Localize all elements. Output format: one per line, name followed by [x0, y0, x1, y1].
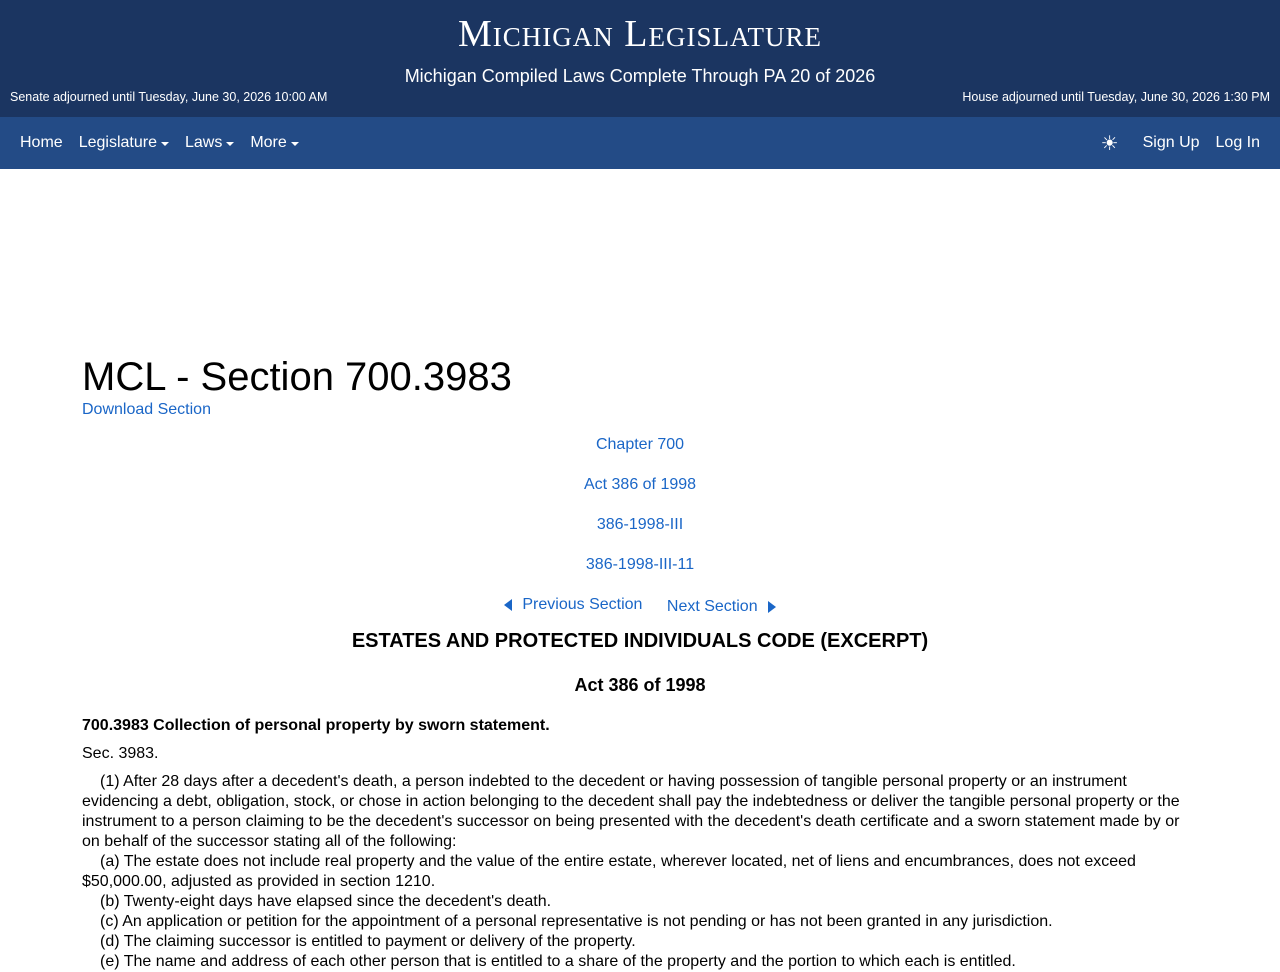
nav-left-group	[20, 117, 299, 169]
section-paragraph: (e) The name and address of each other person that is entitled to a share of the property and the portion to which each is entitled.	[100, 953, 1016, 970]
next-section-label: Next Section	[666, 598, 758, 615]
section-heading: 700.3983 Collection of personal property by sworn statement.	[82, 717, 550, 734]
previous-section-link[interactable]	[504, 595, 642, 615]
site-banner	[0, 0, 1280, 117]
section-navigation	[0, 595, 1280, 617]
breadcrumb-link[interactable]: Chapter 700	[595, 436, 685, 453]
triangle-left-icon	[504, 599, 512, 611]
nav-more-dropdown[interactable]	[250, 134, 298, 152]
sun-icon[interactable]: ☀	[1100, 133, 1119, 155]
breadcrumb-link[interactable]: 386-1998-III-11	[585, 556, 695, 573]
act-title: ESTATES AND PROTECTED INDIVIDUALS CODE (EXCERPT)	[351, 630, 929, 652]
caret-down-icon	[161, 142, 169, 146]
section-number: Sec. 3983.	[82, 745, 159, 762]
senate-status: Senate adjourned until Tuesday, June 30, 2026 10:00 AM	[10, 90, 328, 104]
site-title[interactable]: Michigan Legislature	[458, 13, 822, 55]
nav-right-group	[1101, 117, 1260, 169]
section-body	[82, 772, 1192, 972]
breadcrumb-article	[0, 515, 1280, 535]
house-status: House adjourned until Tuesday, June 30, 2026 1:30 PM	[962, 90, 1270, 104]
download-section-link[interactable]: Download Section	[82, 401, 211, 418]
section-paragraph: (c) An application or petition for the appointment of a personal representative is not pending or has not been granted in any jurisdiction.	[100, 913, 1053, 930]
section-paragraph: (b) Twenty-eight days have elapsed since the decedent's death.	[100, 893, 552, 910]
page-title: MCL - Section 700.3983	[82, 355, 512, 399]
breadcrumb-chapter	[0, 435, 1280, 455]
site-subtitle: Michigan Compiled Laws Complete Through PA 20 of 2026	[404, 66, 876, 86]
nav-legislature-dropdown[interactable]	[79, 134, 169, 152]
caret-down-icon	[291, 142, 299, 146]
nav-laws-label: Laws	[184, 134, 223, 151]
section-paragraph: (d) The claiming successor is entitled to payment or delivery of the property.	[100, 933, 636, 950]
nav-laws-dropdown[interactable]	[185, 134, 234, 152]
breadcrumb-part	[0, 555, 1280, 575]
triangle-right-icon	[768, 601, 776, 613]
caret-down-icon	[226, 142, 234, 146]
act-number: Act 386 of 1998	[574, 675, 706, 695]
breadcrumb-act	[0, 475, 1280, 495]
section-paragraph: (a) The estate does not include real property and the value of the entire estate, wherever located, net of liens and encumbrances, does not exceed $50,000.00, adjusted as provided in section 1210.	[82, 853, 1136, 890]
nav-legislature-label: Legislature	[78, 134, 157, 151]
breadcrumb-link[interactable]: 386-1998-III	[596, 516, 684, 533]
nav-more-label: More	[250, 134, 287, 151]
breadcrumb-link[interactable]: Act 386 of 1998	[583, 476, 697, 493]
next-section-link[interactable]	[667, 597, 776, 617]
previous-section-label: Previous Section	[522, 596, 643, 613]
nav-home[interactable]	[20, 134, 63, 152]
main-navbar	[0, 117, 1280, 169]
sign-up-link[interactable]: Sign Up	[1142, 134, 1200, 151]
section-paragraph: (1) After 28 days after a decedent's death, a person indebted to the decedent or having possession of tangible personal property or an instrument evidencing a debt, obligation, stock, or chose in action belonging to the decedent shall pay the indebtedness or deliver the tangible personal property or the instrument to a person claiming to be the decedent's successor on being presented with the decedent's death certificate and a sworn statement made by or on behalf of the successor stating all of the following:	[82, 773, 1180, 850]
log-in-link[interactable]: Log In	[1215, 134, 1260, 151]
nav-home-label: Home	[20, 134, 63, 151]
